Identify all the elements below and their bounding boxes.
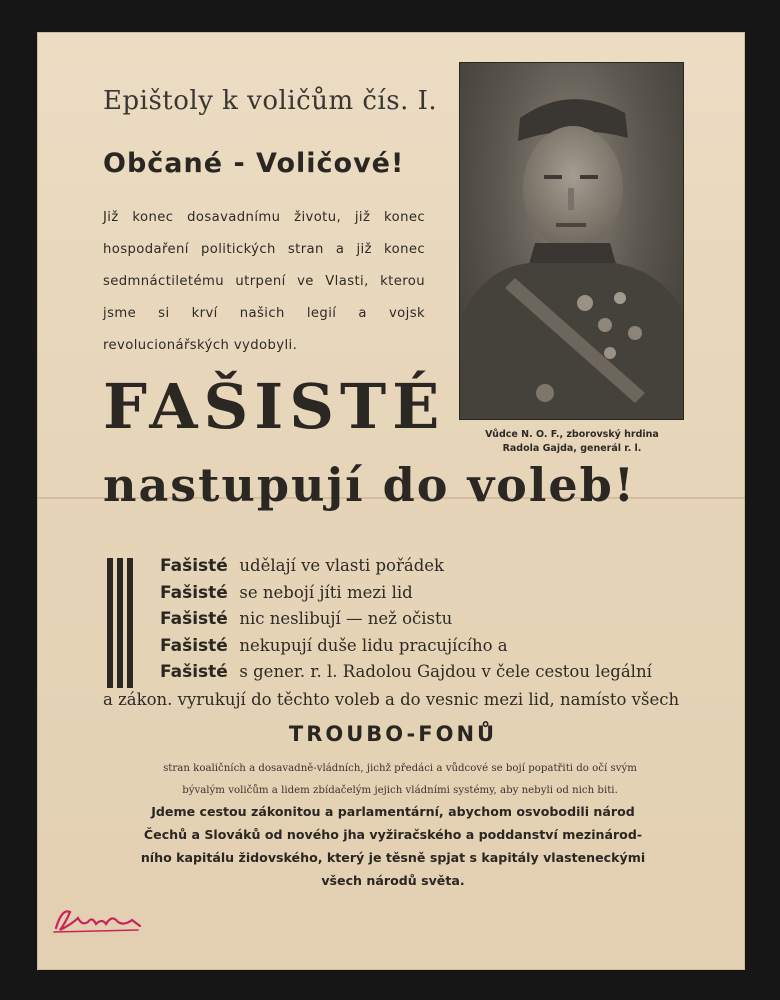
caption-line-1: Vůdce N. O. F., zborovský hrdina (485, 429, 659, 440)
portrait-illustration (460, 63, 683, 419)
list-item-keyword: Fašisté (160, 582, 228, 603)
small-line-1: stran koaličních a dosavadně-vládních, jichž předáci a vůdcové se bojí popatřiti do očí svým (163, 763, 637, 774)
salutation-heading: Občané - Voličové! (103, 148, 405, 179)
troubo-heading: TROUBO-FONŮ (288, 722, 498, 746)
handwritten-signature (48, 900, 148, 940)
list-item-keyword: Fašisté (160, 609, 228, 629)
decorative-bars (107, 558, 133, 688)
list-item-keyword: Fašisté (160, 662, 228, 682)
list-item-text: s gener. r. l. Radolou Gajdou v čele cestou legální (239, 662, 652, 681)
final-line-4: všech národů světa. (321, 873, 465, 888)
epistles-heading: Epištoly k voličům čís. I. (103, 86, 438, 116)
list-item-keyword: Fašisté (160, 556, 228, 576)
final-line-1: Jdeme cestou zákonitou a parlamentární, abychom osvobodili národ (151, 804, 635, 819)
fasiste-list (160, 556, 700, 689)
final-line-3: ního kapitálu židovského, který je těsně spjat s kapitály vlasteneckými (140, 850, 646, 865)
headline-elections: nastupují do voleb! (103, 458, 636, 512)
final-line-2: Čechů a Slováků od nového jha vyžiračského a poddanství mezinárod- (143, 827, 643, 842)
continuation-line: a zákon. vyrukují do těchto voleb a do vesnic mezi lid, namísto všech (103, 690, 680, 709)
bar (117, 558, 123, 688)
list-item (160, 583, 700, 610)
list-item-text: nekupují duše lidu pracujícího a (239, 635, 508, 655)
list-item-text: se nebojí jíti mezi lid (239, 582, 413, 602)
intro-paragraph: Již konec dosavadnímu životu, již konec hospodaření politických stran a již konec sedmnáctiletému utrpení ve Vlasti, kterou jsme si krví našich legií a vojsk revolucionářských vydobyli. (103, 210, 425, 353)
list-item (160, 556, 700, 583)
caption-line-2: Radola Gajda, generál r. l. (502, 443, 642, 454)
headline-fasiste: FAŠISTÉ (103, 370, 446, 443)
list-item (160, 662, 700, 689)
photo-caption (462, 428, 682, 456)
list-item (160, 636, 700, 663)
bar (107, 558, 113, 688)
list-item-text: nic neslibují — než očistu (239, 609, 453, 628)
final-paragraph (103, 800, 683, 892)
portrait-photo (459, 62, 684, 420)
small-paragraph (120, 758, 680, 802)
small-line-2: bývalým voličům a lidem zbídačelým jejich vládními systémy, aby nebyli od nich biti. (182, 785, 618, 796)
list-item (160, 609, 700, 636)
list-item-text: udělají ve vlasti pořádek (239, 556, 445, 575)
list-item-keyword: Fašisté (160, 635, 228, 656)
bar (127, 558, 133, 688)
